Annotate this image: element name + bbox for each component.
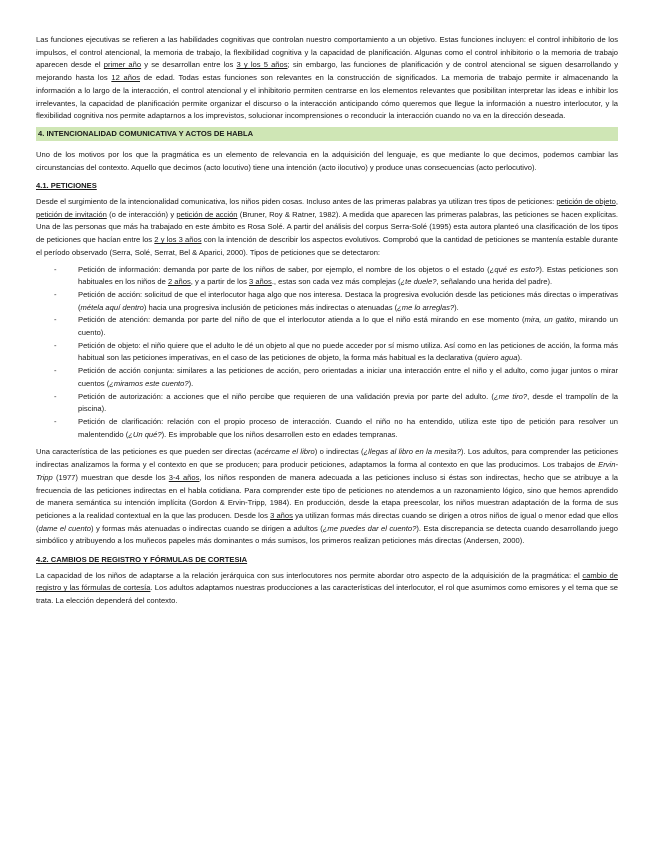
direct-indirect-text-segment: 3 años (270, 510, 293, 520)
request-type-text-segment: , y a partir de los (190, 277, 249, 287)
request-type-item (36, 365, 618, 390)
request-type-text-segment: Petición de acción: solicitud de que el interlocutor haga algo que nos interesa. Destaca la progresiva evolución desde las peticiones más directas o imperativas ( (78, 289, 618, 312)
request-type-text-segment: ¿Un qué? (128, 429, 162, 439)
request-type-text-segment: , señalando una herida del padre). (436, 277, 553, 287)
direct-indirect-text-segment: , los niños responden de manera adecuada a las peticiones incluso si éstas son indirectas, hecho que se atribuye a la frecuencia de las peticiones indirectas en el habla cotidiana. Para comprender este tipo de peticiones no atendemos a un razonamiento lógico, sino que hemos aprendido de manera semántica su intención implícita (Gordon & Ervin-Tripp, 1984). En producción, desde la etapa preescolar, los niños muestran adaptación de la forma de sus peticiones a la realidad contextual en la que las producen. Desde los (36, 472, 618, 520)
request-type-item (36, 340, 618, 365)
request-type-text-segment: Petición de objeto: el niño quiere que el adulto le dé un objeto al que no puede acceder por sí mismo utiliza. Así como en las peticiones de acción, la forma más habitual son las peticiones imperativas, en el caso de las peticiones de objeto, la forma más habitual es la declarativa ( (78, 340, 618, 363)
request-type-item (36, 391, 618, 416)
paragraph-register: La capacidad de los niños de adaptarse a la relación jerárquica con sus interlocutores nos permite abordar otro aspecto de la adquisición de la pragmática: el cambio de registro y las fórmulas de cortesía. Los adultos adaptamos nuestras producciones a las características del interlocutor, el rol que asumimos como emisores y el tema que se trata. La elección dependerá del contexto. (36, 570, 619, 606)
request-type-text-segment: ¿me tiro? (493, 391, 528, 401)
paragraph-requests: Desde el surgimiento de la intencionalidad comunicativa, los niños piden cosas. Incluso antes de las primeras palabras ya utilizan tres tipos de peticiones: petición de objeto, petición de invitación (o de interacción) y petición de acción (Bruner, Roy & Ratner, 1982). A medida que aparecen las primeras palabras, las peticiones se hacen explícitas. Una de las personas que más ha trabajado en este ámbito es Rosa Solé. A partir del análisis del corpus Serra-Solé (1995) esta autora planteó una clasificación de los tipos de peticiones que hacían entre los 2 y los 3 años con la intención de describir los aspectos evolutivos. Comprobó que la cantidad de peticiones se mantenía estable durante el período observado (Serra, Solé, Serrat, Bel & Aparici, 2000). Tipos de peticiones que se detectaron: (36, 197, 619, 257)
request-type-text-segment: ¿me lo arreglas? (397, 302, 455, 312)
direct-indirect-text-segment: ). Los adultos, para comprender las peticiones indirectas analizamos la forma y el contexto en que se producen; para producir peticiones, adaptamos la forma al contexto en que las producimos. Los trabajos de (36, 447, 618, 470)
request-type-item (36, 416, 618, 441)
direct-indirect-text-segment: (1977) muestran que desde los (52, 472, 169, 482)
subsection-heading-4-1: 4.1. PETICIONES (36, 181, 97, 191)
term-action-request: petición de acción (176, 209, 238, 219)
document-page (36, 34, 618, 612)
term-invitation-request: petición de invitación (36, 209, 107, 219)
bullet-dash: - (54, 289, 57, 299)
paragraph-speech-acts: Uno de los motivos por los que la pragmática es un elemento de relevancia en la adquisición del lenguaje, es que mediante lo que decimos, podemos cambiar las circunstancias del contexto. Aquello que decimos (acto locutivo) tiene una intención (acto ilocutivo) y produce unas consecuencias (acto perlocutivo). (36, 149, 618, 172)
age-3-5-years: 3 y los 5 años (236, 60, 288, 70)
request-type-text-segment: Petición de clarificación: relación con el propio proceso de interacción. Cuando el niño no ha entendido, utiliza este tipo de petición para resolver un malentendido ( (78, 416, 618, 439)
term-object-request: petición de objeto (556, 197, 616, 207)
request-type-text-segment: 3 años (249, 277, 272, 287)
request-type-text-segment: ). (454, 302, 459, 312)
age-12-years: 12 años (111, 73, 141, 83)
request-type-text-segment: Petición de acción conjunta: similares a las peticiones de acción, pero orientadas a iniciar una interacción entre el niño y el adulto, como jugar juntos o mirar cuentos ( (78, 366, 618, 388)
direct-indirect-text-segment: ya utilizan formas más directas cuando se dirigen a otros niños de igual o menor edad que ellos ( (36, 510, 619, 533)
bullet-dash: - (54, 264, 57, 274)
bullet-dash: - (54, 366, 57, 376)
request-type-text-segment: ). Es improbable que los niños desarrollen esto en edades tempranas. (161, 429, 398, 439)
section-heading-4: 4. INTENCIONALIDAD COMUNICATIVA Y ACTOS DE HABLA (36, 127, 618, 141)
bullet-dash: - (54, 416, 57, 426)
direct-indirect-text-segment: 3-4 años (168, 472, 200, 482)
request-type-text-segment: ) hacia una progresiva inclusión de peticiones más indirectas o atenuadas ( (143, 302, 398, 312)
request-type-text-segment: métela aquí dentro (80, 302, 144, 312)
request-type-text-segment: ., estas son cada vez más complejas ( (271, 277, 401, 287)
paragraph-executive-functions: Las funciones ejecutivas se refieren a las habilidades cognitivas que controlan nuestro comportamiento a un objetivo. Estas funciones incluyen: el control inhibitorio de los impulsos, el control atencional, la memoria de trabajo, la flexibilidad cognitiva y la capacidad de planificación. Algunas como el control inhibitorio o la memoria de trabajo aparecen desde el primer año y se desarrollan entre los 3 y los 5 años; sin embargo, las funciones de planificación y de control atencional se siguen desarrollando y mejorando hasta los 12 años de edad. Todas estas funciones son relevantes en la construcción de significados. La memoria de trabajo permite ir almacenando la información a lo largo de la interacción, el control atencional y el inhibitorio permiten centrarse en los elementos relevantes que posibilitan interpretar las ideas e inhibir los irrelevantes, la capacidad de planificación permite organizar el discurso o la interacción anticipando cómo queremos que llegue la información a nuestro interlocutor, y la flexibilidad cognitiva nos permite adaptarnos a los imprevistos, solucionar incomprensiones o reconducir la interacción cuando no va en la dirección deseada. (36, 35, 619, 121)
age-2-3-years: 2 y los 3 años (154, 235, 202, 245)
direct-indirect-text-segment: ) y formas más atenuadas o indirectas cuando se dirigen a adultos ( (91, 523, 323, 533)
subsection-heading-4-2: 4.2. CAMBIOS DE REGISTRO Y FÓRMULAS DE CORTESIA (36, 555, 248, 565)
bullet-dash: - (54, 340, 57, 350)
request-type-text-segment: ). Estas peticiones son habituales en los niños de (78, 264, 618, 287)
direct-indirect-text-segment: dame el cuento (38, 523, 92, 533)
request-type-text-segment: ). (517, 353, 523, 363)
request-type-item (36, 289, 618, 314)
direct-indirect-text-segment: Ervin-Tripp (36, 460, 618, 482)
request-type-text-segment: Petición de información: demanda por parte de los niños de saber, por ejemplo, el nombre de los objetos o el estado ( (78, 264, 490, 274)
paragraph-direct-indirect (36, 446, 618, 548)
request-type-text-segment: Petición de atención: demanda por parte del niño de que el interlocutor atienda a lo que el niño está mirando en ese momento ( (78, 315, 525, 325)
bullet-dash: - (54, 315, 57, 325)
request-types-list (36, 264, 618, 442)
direct-indirect-text-segment: ¿llegas al libro en la mesita? (363, 447, 461, 457)
request-type-text-segment: mira, un gatito (524, 315, 575, 325)
direct-indirect-text-segment: ¿me puedes dar el cuento? (322, 523, 417, 533)
term-register-change: cambio de registro y las fórmulas de cortesía (36, 570, 618, 593)
request-type-text-segment: Petición de autorización: a acciones que el niño percibe que requieren de una validación previa por parte del adulto. ( (78, 391, 494, 401)
request-type-text-segment: ¿te duele? (400, 277, 437, 287)
request-type-item (36, 314, 618, 339)
request-type-item (36, 264, 618, 289)
request-type-text-segment: ¿qué es esto? (489, 264, 540, 274)
direct-indirect-text-segment: ). Esta discrepancia se detecta cuando desarrollando juego simbólico y atribuyendo a los muñecos papeles más dominantes o más sumisos, los primeros realizan peticiones más directas (Andersen, 2000). (36, 523, 618, 546)
age-first-year: primer año (103, 60, 142, 70)
request-type-text-segment: ¿miramos este cuento? (109, 378, 189, 388)
bullet-dash: - (54, 391, 57, 401)
request-type-text-segment: , mirando un cuento). (78, 315, 618, 338)
request-type-text-segment: , desde el trampolín de la piscina). (78, 391, 618, 414)
direct-indirect-text-segment: ) o indirectas ( (314, 447, 364, 457)
request-type-text-segment: quiero agua (477, 353, 518, 363)
request-type-text-segment: ). (188, 378, 194, 388)
direct-indirect-text-segment: Una característica de las peticiones es que pueden ser directas ( (36, 447, 257, 457)
direct-indirect-text-segment: acércame el libro (256, 447, 315, 457)
request-type-text-segment: 2 años (167, 277, 191, 287)
